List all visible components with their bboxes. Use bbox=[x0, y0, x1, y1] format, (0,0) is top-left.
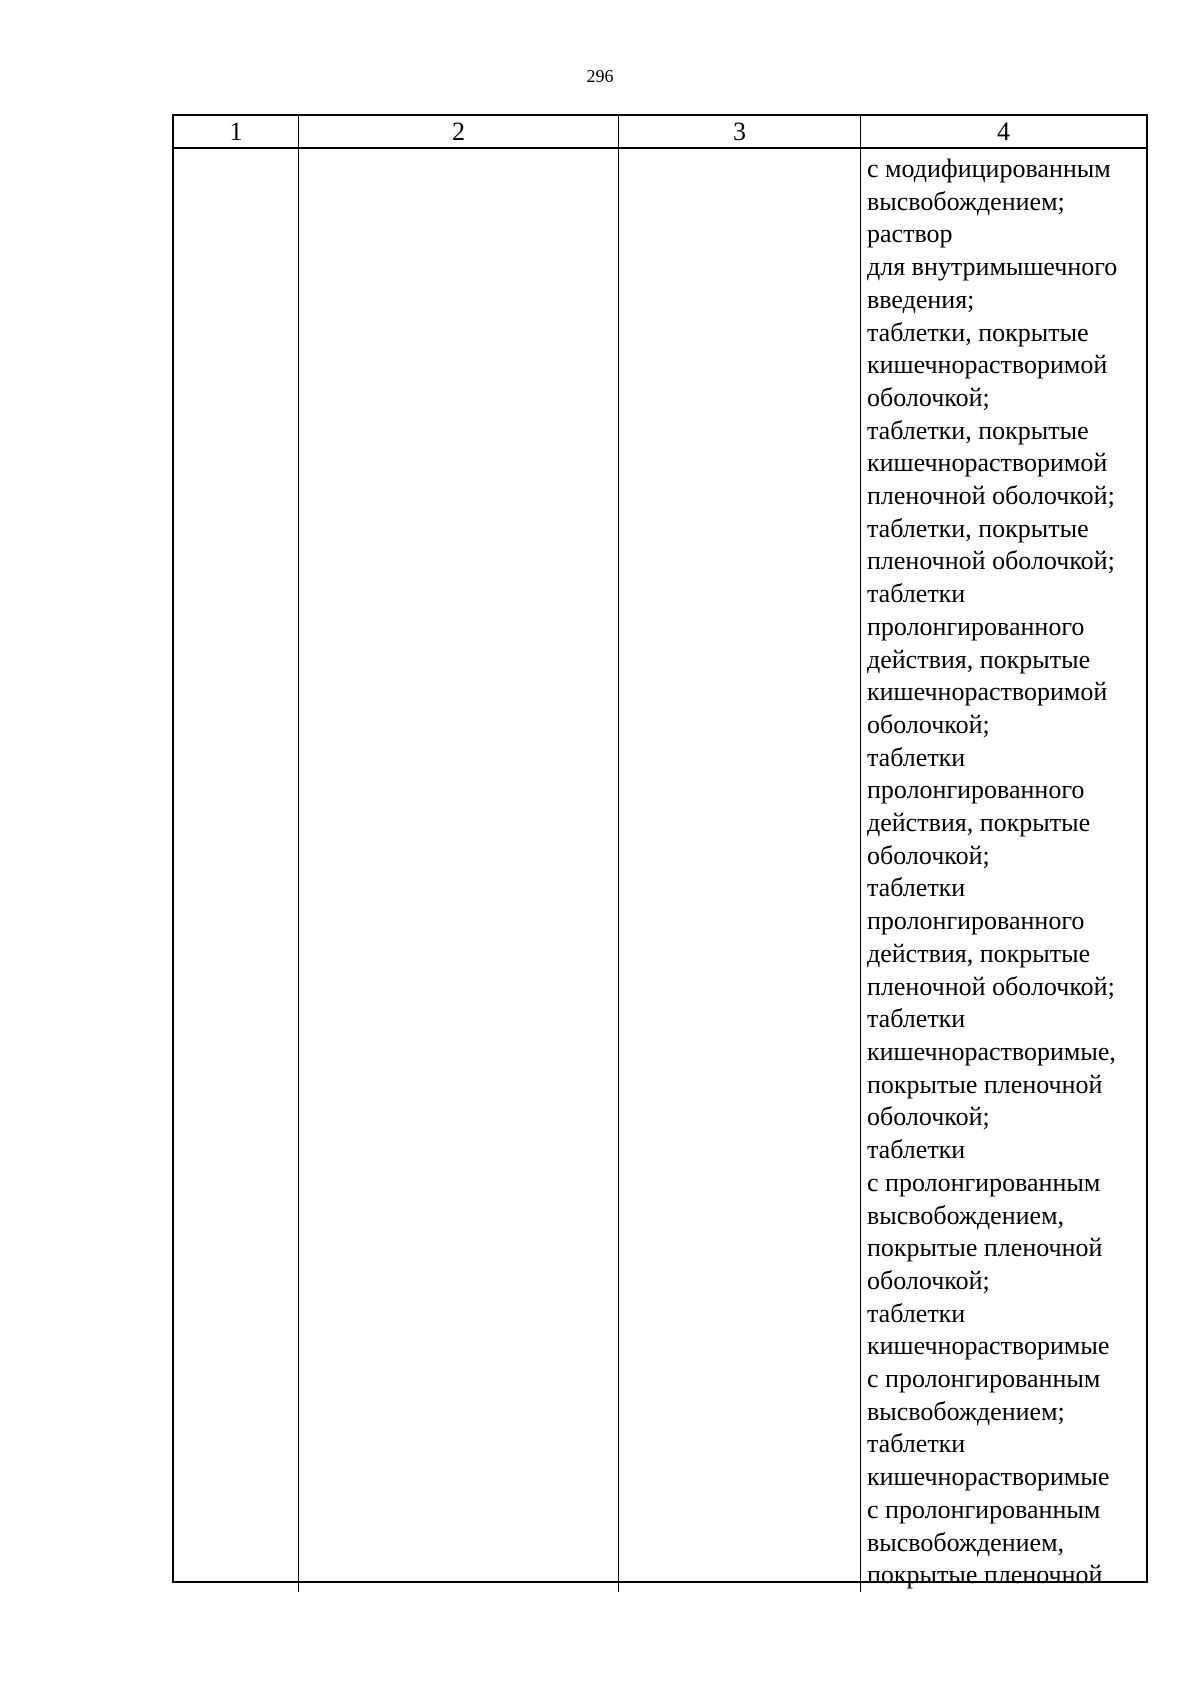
text-line: кишечнорастворимые bbox=[867, 1462, 1110, 1492]
text-line: пленочной оболочкой; bbox=[867, 481, 1115, 511]
text-line: высвобождением; bbox=[867, 1396, 1065, 1426]
text-line: введения; bbox=[867, 284, 975, 314]
text-line: пролонгированного bbox=[867, 775, 1085, 805]
text-line: таблетки bbox=[867, 1135, 966, 1165]
column-4-cell bbox=[861, 149, 1146, 1592]
text-line: кишечнорастворимые bbox=[867, 1331, 1110, 1361]
text-line: оболочкой; bbox=[867, 840, 990, 870]
column-1-cell bbox=[174, 149, 299, 1592]
text-line: кишечнорастворимой bbox=[867, 448, 1108, 478]
text-line: таблетки bbox=[867, 742, 966, 772]
text-line: с пролонгированным bbox=[867, 1494, 1101, 1524]
text-line: высвобождением; bbox=[867, 186, 1065, 216]
page-number: 296 bbox=[586, 66, 614, 86]
column-2-cell bbox=[299, 149, 619, 1592]
text-line: таблетки bbox=[867, 873, 966, 903]
column-header-4: 4 bbox=[861, 116, 1146, 149]
column-header-1: 1 bbox=[174, 116, 299, 149]
text-line: высвобождением, bbox=[867, 1527, 1065, 1557]
text-line: с модифицированным bbox=[867, 154, 1111, 183]
text-line: кишечнорастворимые, bbox=[867, 1036, 1116, 1066]
text-line: покрытые пленочной bbox=[867, 1560, 1103, 1590]
text-line: действия, покрытые bbox=[867, 644, 1091, 674]
text-line: оболочкой; bbox=[867, 709, 990, 739]
text-line: с пролонгированным bbox=[867, 1364, 1101, 1394]
text-line: таблетки bbox=[867, 1429, 966, 1459]
text-line: кишечнорастворимой bbox=[867, 350, 1108, 380]
text-line: таблетки bbox=[867, 1004, 966, 1034]
text-line: пленочной оболочкой; bbox=[867, 546, 1115, 576]
text-line: таблетки, покрытые bbox=[867, 317, 1089, 347]
text-line: пролонгированного bbox=[867, 906, 1085, 936]
text-line: действия, покрытые bbox=[867, 938, 1091, 968]
text-line: таблетки bbox=[867, 1298, 966, 1328]
text-line: покрытые пленочной bbox=[867, 1069, 1103, 1099]
document-table bbox=[172, 114, 1148, 1590]
text-line: покрытые пленочной bbox=[867, 1233, 1103, 1263]
text-line: оболочкой; bbox=[867, 382, 990, 412]
text-line: кишечнорастворимой bbox=[867, 677, 1108, 707]
text-line: пленочной оболочкой; bbox=[867, 971, 1115, 1001]
text-line: оболочкой; bbox=[867, 1102, 990, 1132]
text-line: оболочкой; bbox=[867, 1265, 990, 1295]
column-3-cell bbox=[619, 149, 861, 1592]
text-line: пролонгированного bbox=[867, 611, 1085, 641]
text-line: действия, покрытые bbox=[867, 808, 1091, 838]
text-line: таблетки, покрытые bbox=[867, 513, 1089, 543]
text-line: для внутримышечного bbox=[867, 252, 1118, 282]
column-header-2: 2 bbox=[299, 116, 619, 149]
text-line: раствор bbox=[867, 219, 953, 249]
column-header-3: 3 bbox=[619, 116, 861, 149]
text-line: таблетки bbox=[867, 579, 966, 609]
text-line: таблетки, покрытые bbox=[867, 415, 1089, 445]
text-line: с пролонгированным bbox=[867, 1167, 1101, 1197]
text-line: высвобождением, bbox=[867, 1200, 1065, 1230]
